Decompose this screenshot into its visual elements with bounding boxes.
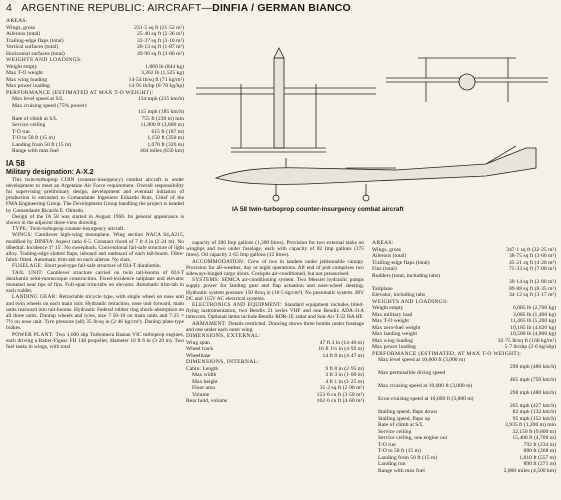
spec-value: 82 mph (132 km/h): [512, 409, 556, 415]
dimension-value: 123·0 cu ft (3·50 m³): [316, 391, 364, 398]
text-paragraph: [6, 332, 184, 351]
dimension-label: Max width: [192, 372, 217, 379]
dimension-value: 162·6 cu ft (4·60 m³): [316, 398, 364, 405]
text-paragraph: [6, 294, 184, 331]
spec-value: 347·1 sq ft (32·25 m²): [506, 246, 556, 253]
spec-value: 880 ft (268 m): [523, 448, 556, 454]
spec-label: Landing from 50 ft (15 m): [12, 141, 72, 148]
spec-value: 20·13 sq ft (1·87 m²): [136, 44, 184, 50]
paragraph-key: POWER PLANT:: [12, 331, 56, 338]
paragraph-key: LANDING GEAR:: [12, 294, 60, 301]
dimension-label: Wing span: [186, 339, 210, 346]
dimension-label: Wheel track: [186, 346, 214, 353]
spec-value: 3,935 ft (1,200 m) min: [505, 422, 556, 428]
spec-value: 95 mph (152 km/h): [512, 415, 556, 422]
spec-value: 32·75 lb/sq ft (160 kg/m²): [497, 337, 556, 344]
paragraph-text: SEMCA air-conditioning system. Two Messier hydraulic pumps supply power for landing gear and flap actuation and nose-wheel steering. Hydraulic system pressure 150 lb/sq in (10·5 kg/cm²). No pneumatic system. 28V DC and 115V AC electrical systems.: [186, 277, 365, 302]
paragraph-key: ACCOMMODATION:: [192, 258, 248, 265]
dimension-value: 47 ft 3 in (14·40 m): [319, 339, 364, 346]
dimension-value: 4 ft 1 in (1·25 m): [325, 378, 364, 385]
spec-label: Max power loading: [372, 344, 416, 350]
paragraph-key: ELECTRONICS AND EQUIPMENT:: [192, 302, 285, 309]
performance-heading: PERFORMANCE (ESTIMATED AT MAX T-O WEIGHT):: [6, 89, 154, 96]
spec-label: Ailerons (total): [372, 253, 407, 259]
spec-label: Wings, gross: [6, 24, 35, 31]
paragraph-text: Cantilever high-wing monoplane. Wing section NACA 64₂A215, modified by DINFIA. Aspect ratio 6·5. Constant chord of 7 ft 4 in (2·24 m). No dihedral. Incidence 1° 15′. No sweepback. Conventional fail-safe structure of light alloy. Trailing-edge slotted flaps, inboard and outboard of each tail-boom. Fibre-fabric fitted. Automatic trim-tab on each aileron. No slats.: [6, 232, 184, 264]
spec-value: 1,070 ft (326 m): [147, 141, 184, 148]
spec-label: Econ cruising speed at 10,000 ft (3,000 m): [378, 396, 474, 402]
spec-value: 6,085 lb (2,760 kg): [512, 305, 556, 311]
column-1: [6, 18, 184, 350]
paragraph-key: FUSELAGE:: [12, 263, 45, 270]
text-paragraph: [186, 240, 364, 259]
spec-value: 75·33 sq ft (7·00 m²): [508, 266, 556, 272]
page-number: 4: [6, 2, 13, 14]
spec-value: 45·21 sq ft (4·20 m²): [508, 259, 556, 266]
spec-label: Trailing-edge flaps (total): [372, 259, 430, 266]
spec-row: [372, 468, 556, 475]
spec-value: 32,150 ft (9,800 m): [512, 428, 556, 435]
spec-label: Max permissible diving speed: [378, 370, 446, 376]
dims-internal-heading: DIMENSIONS, INTERNAL:: [186, 359, 260, 366]
spec-label: Landing run: [378, 461, 406, 467]
spec-label: Landing from 50 ft (15 m): [378, 454, 438, 461]
spec-value: 11,465 lb (5,200 kg): [510, 318, 556, 324]
spec-value: 298 mph (480 km/h): [509, 363, 556, 370]
paragraph-text: Two 1,000 shp Turbomeca Bastan VIC turboprop engines, each driving a Ratier-Figeac FH 148 propeller, diameter 10 ft 6 in (3·20 m). Two fuel tanks in wings, with total: [6, 331, 185, 350]
text-paragraph: [186, 302, 364, 321]
paragraph-key: WINGS:: [12, 232, 36, 239]
dimension-label: Volume: [192, 391, 210, 398]
spec-value: 11,800 ft (3,600 m): [140, 122, 184, 128]
spec-label: Rate of climb at S/L: [12, 115, 58, 122]
dimension-label: Rear hold, volume: [186, 398, 228, 405]
spec-label: Max cruising speed (75% power): [12, 102, 87, 109]
spec-label: Max military load: [372, 311, 413, 318]
spec-value: 615 ft (187 m): [151, 128, 184, 135]
paragraph-key: TAIL UNIT:: [12, 269, 48, 276]
spec-value: 890 ft (271 m): [523, 461, 556, 467]
text-paragraph: [186, 321, 364, 333]
paragraph-text: Twin-turboprop counter-insurgency aircraft.: [29, 226, 125, 233]
column-2: [186, 240, 364, 405]
spec-value: 465 mph (750 km/h): [509, 376, 556, 383]
spec-label: Max level speed at S/L: [12, 96, 64, 102]
paragraph-text: Crew of two in tandem under jettisonable canopy. Provision for all-weather, day or night operations. Aft end of pod comprises two sideways-hinged cargo doors. Cockpits air-conditioned, but not pressurised.: [186, 258, 364, 278]
spec-value: 14·95 lb/hp (6·78 kg/hp): [128, 83, 184, 89]
spec-label: Vertical surfaces (total): [6, 44, 59, 50]
paragraph-key: SYSTEMS:: [192, 277, 222, 284]
spec-label: Ailerons (total): [6, 31, 41, 37]
spec-label: Max T-O weight: [372, 318, 409, 324]
spec-value: 1,150 ft (350 m): [147, 135, 184, 141]
spec-label: Trailing-edge flaps (total): [6, 37, 64, 44]
spec-value: 3,085 lb (1,400 kg): [512, 311, 556, 318]
text-paragraph: [6, 214, 184, 226]
spec-value: 89·88 sq ft (8·35 m²): [508, 285, 556, 292]
spec-value: 2,800 miles (4,500 km): [503, 467, 556, 474]
spec-label: Rudders (total, including tabs): [372, 272, 441, 279]
military-designation: Military designation: A-X.2: [6, 168, 94, 176]
spec-value: 33·37 sq ft (3·10 m²): [136, 37, 184, 44]
paragraph-text: Design of the IA 58 was started in August 1966. Its general appearance is shown in the adjacent three-view drawing.: [6, 213, 184, 226]
spec-label: Max zero-fuel weight: [372, 324, 421, 331]
paragraph-text: This twin-turboprop COIN (counter-insurgency) combat aircraft is under development to meet an Argentine Air Force requirement. Overall responsibility for supervising preliminary design, development and eventual initiation of production is entrusted to Comandante Ingeniero Eduardo Ruiz, Chief of the FMA Engineering Group. The Development Group handling the project is headed by Comandante Ricardo E. Olmedo.: [6, 176, 184, 214]
spec-label: Range with max fuel: [378, 467, 425, 474]
column-3: [372, 240, 556, 474]
spec-value: 10,185 lb (4,620 kg): [510, 324, 556, 331]
caption-three-view: IA 58 twin-turboprop counter-insurgency combat aircraft: [232, 206, 404, 213]
weights-heading-2: WEIGHTS AND LOADINGS:: [372, 298, 449, 305]
performance-heading-2: PERFORMANCE (ESTIMATED, AT MAX T-O WEIGHT):: [372, 350, 522, 357]
dimension-label: Cabin: Length: [186, 365, 219, 372]
spec-label: T-O run: [378, 441, 396, 448]
spec-label: Horizontal surfaces (total): [6, 50, 65, 57]
spec-label: Service ceiling, one engine out: [378, 435, 448, 441]
dims-external-heading: DIMENSIONS, EXTERNAL:: [186, 333, 261, 340]
spec-value: 10,580 lb (4,800 kg): [510, 331, 556, 337]
spec-label: T-O to 50 ft (15 m): [12, 135, 55, 141]
dimension-label: Max height: [192, 378, 218, 385]
dimension-value: 3 ft 3 in (1·00 m): [325, 372, 364, 379]
spec-value: 14·54 lb/sq ft (71 kg/m²): [128, 76, 184, 83]
spec-label: Tailplane: [372, 285, 393, 292]
aircraft-three-view-drawing: [186, 18, 554, 206]
spec-label: Max power loading: [6, 83, 50, 89]
paragraph-key: ARMAMENT:: [192, 320, 229, 327]
spec-label: Max cruising speed at 10,000 ft (3,000 m): [378, 383, 473, 389]
spec-label: Max wing loading: [6, 76, 48, 83]
dimension-label: Wheelbase: [186, 352, 211, 359]
text-paragraph: [6, 270, 184, 295]
plan-view-drawing: [196, 48, 376, 152]
spec-label: Weight empty: [372, 305, 404, 311]
spec-value: 298 mph (480 km/h): [509, 389, 556, 396]
spec-label: Weight empty: [6, 63, 38, 70]
spec-label: Elevator, including tabs: [372, 292, 426, 298]
spec-label: T-O run: [12, 128, 30, 135]
weights-heading: WEIGHTS AND LOADINGS:: [6, 57, 83, 63]
front-view-drawing: [386, 58, 548, 102]
ia58-heading: IA 58: [6, 158, 25, 168]
spec-value: 3,362 lb (1,525 kg): [140, 70, 184, 76]
spec-label: Rate of climb at S/L: [378, 422, 424, 428]
paragraph-key: TYPE:: [12, 226, 30, 233]
spec-value: 25·40 sq ft (2·36 m²): [136, 31, 184, 37]
dimension-value: 9 ft 8 in (2·95 m): [325, 365, 364, 372]
spec-value: 38·75 sq ft (3·60 m²): [508, 253, 556, 259]
paragraph-text: Cantilever structure carried on twin tail-booms of 024-T duralumin semi-monocoque construction. Fixed-incidence tailplane and elevator mounted near tips of fins. Full-span trim-tabs on elevator. Automatic trim-tab in each rudder.: [6, 269, 184, 295]
areas-heading-2: AREAS:: [372, 240, 394, 246]
spec-value: 792 ft (234 m): [523, 441, 556, 448]
spec-value: 5·7 lb/shp (2·6 kg/shp): [504, 344, 556, 350]
spec-value: 231·5 sq ft (21·52 m²): [134, 24, 184, 31]
spec-value: 1,810 ft (557 m): [519, 454, 556, 461]
spec-value: 134 mph (215 km/h): [137, 96, 184, 102]
areas-heading: AREAS:: [6, 18, 28, 24]
spec-value: 1,860 lb (844 kg): [145, 63, 184, 70]
spec-label: Service ceiling: [12, 122, 46, 128]
spec-value: 30·14 sq ft (2·80 m²): [508, 279, 556, 285]
spec-value: 49·90 sq ft (3·80 m²): [136, 50, 184, 57]
spec-label: Service ceiling: [378, 428, 412, 435]
spec-value: 115 mph (185 km/h): [138, 109, 184, 115]
paragraph-text: Standard equipment includes blind-flying instrumentation, two Bendix 21 series VHF and one Bendix ADA-31A intercom. Optional items include Bendix RDR-1E radar and Sun-Air T-22 HA HF.: [186, 302, 364, 321]
dimension-value: 16 ft 1¼ in (4·92 m): [318, 346, 364, 353]
side-view-drawing: [216, 146, 536, 201]
spec-value: 15,400 ft (4,700 m): [512, 435, 556, 441]
spec-value: 404 miles (650 km): [140, 148, 184, 154]
spec-label: T-O to 50 ft (15 m): [378, 448, 421, 454]
header-title-left: ARGENTINE REPUBLIC: AIRCRAFT—: [21, 2, 213, 14]
text-paragraph: [6, 177, 184, 214]
text-paragraph: [186, 277, 364, 302]
spec-value: 265 mph (427 km/h): [509, 402, 556, 409]
text-paragraph: [186, 259, 364, 278]
spec-label: Stalling speed, flaps down: [378, 409, 438, 415]
spec-label: Max wing loading: [372, 337, 414, 344]
spec-label: Range with max fuel: [12, 148, 59, 154]
dimension-label: Floor area: [192, 385, 215, 392]
page-header: [6, 2, 556, 16]
spec-label: Max landing weight: [372, 331, 418, 337]
paragraph-text: capacity of 286 Imp gallons (1,300 litres). Provision for two external tanks on wingtips and two under fuselage, each with capacity of 82 Imp gallons (375 litres). Oil capacity 2·65 Imp gallons (12 litres).: [186, 240, 364, 259]
spec-value: 34·12 sq ft (3·17 m²): [508, 292, 556, 298]
paragraph-text: Short pod-type fail-safe structure of 024-T duralumin.: [44, 263, 161, 270]
text-paragraph: [6, 232, 184, 263]
dimension-row: [186, 398, 364, 405]
header-title-right: DINFIA / GERMAN BIANCO: [212, 2, 351, 14]
dimension-value: 14 ft 8 in (4·47 m): [322, 352, 364, 359]
spec-label: Max level speed at 10,000 ft (3,000 m): [378, 357, 466, 363]
dimension-value: 31·2 sq ft (2·90 m²): [319, 385, 364, 392]
spec-label: Stalling speed, flaps up: [378, 415, 431, 422]
spec-value: 755 ft (230 m) min: [141, 115, 184, 122]
spec-label: Wings, gross: [372, 246, 401, 253]
spec-label: Max T-O weight: [6, 70, 43, 76]
spec-label: Fins (total): [372, 266, 397, 272]
paragraph-text: Details restricted. Drawing shows three bombs under fuselage and one under each outer wing.: [186, 320, 364, 333]
paragraph-text: Retractable tricycle type, with single wheel on nose unit and twin wheels on each main unit. Hydraulic retraction, nose unit forward, main units rearward into tail-booms. Hydraulic Federal rubber ring shock-absorption on all three units. Dunlop wheels and tyres, size 7·50-10 on main units and 7·25 × 7½ on nose unit. Tyre pressure (all) 35 lb/sq in (2·46 kg/cm²). Dunlop plate-type brakes.: [6, 294, 184, 332]
